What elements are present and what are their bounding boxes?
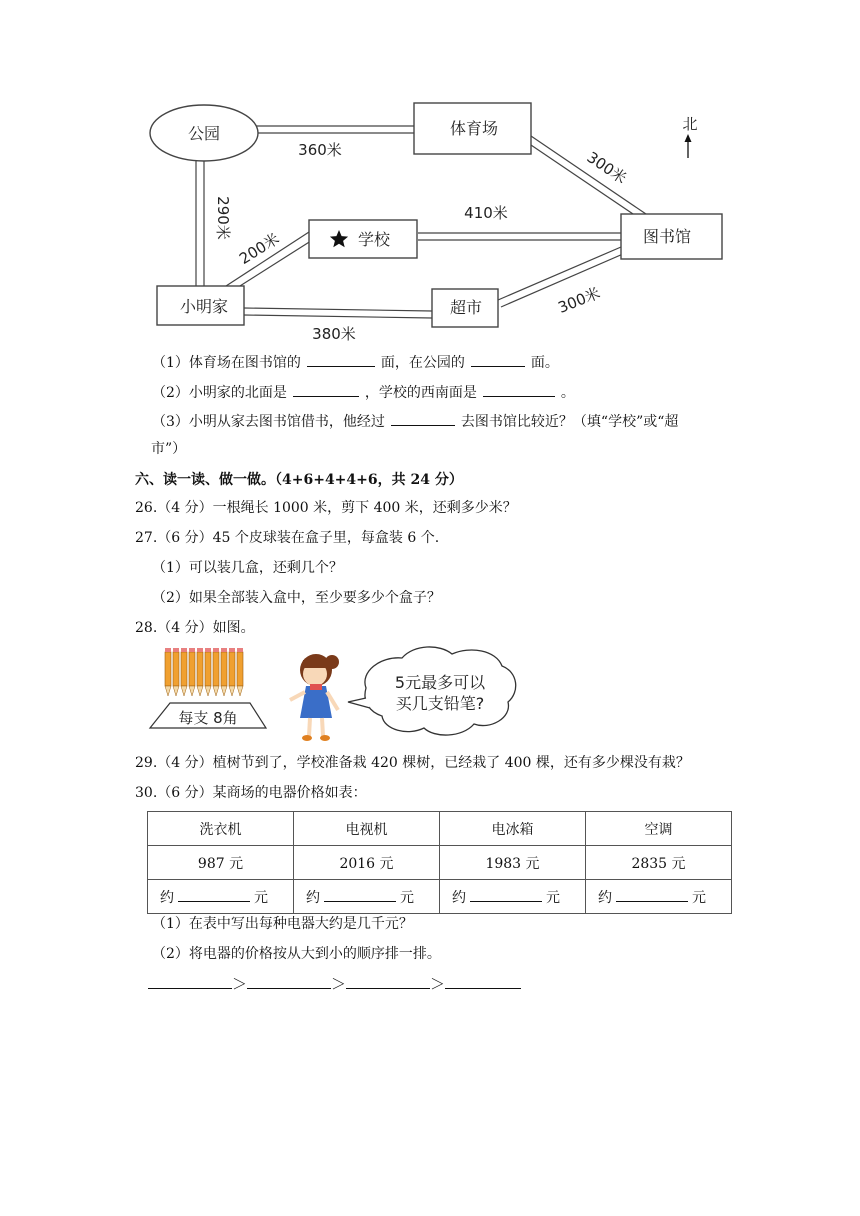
route-map xyxy=(0,0,860,345)
table-row xyxy=(148,880,732,914)
answer-blank[interactable] xyxy=(470,887,542,902)
distance-school-library: 410米 xyxy=(464,204,508,222)
price-tag-label: 每支 8角 xyxy=(178,709,238,727)
q25-s1-a: （1）体育场在图书馆的 xyxy=(152,355,301,371)
q28-illustration xyxy=(140,642,530,746)
q25-s2-c: 。 xyxy=(560,385,575,401)
price-tv: 2016 元 xyxy=(294,846,440,880)
gt-sign: ＞ xyxy=(430,975,446,993)
distance-park-home: 290米 xyxy=(214,196,232,240)
answer-blank[interactable] xyxy=(483,382,555,397)
gt-sign: ＞ xyxy=(232,975,248,993)
gt-sign: ＞ xyxy=(331,975,347,993)
q27-text: 27.（6 分）45 个皮球装在盒子里，每盒装 6 个. xyxy=(135,530,440,546)
q25-s3-a: （3）小明从家去图书馆借书，他经过 xyxy=(152,414,385,430)
q26-text: 26.（4 分）一根绳长 1000 米，剪下 400 米，还剩多少米？ xyxy=(135,500,517,516)
girl-icon xyxy=(290,654,339,741)
price-table xyxy=(147,811,732,914)
home-label: 小明家 xyxy=(179,297,229,316)
distance-home-school: 200米 xyxy=(236,229,283,268)
price-washer: 987 元 xyxy=(148,846,294,880)
q25-s3-b: 去图书馆比较近？（填“学校”或“超 xyxy=(460,414,679,430)
table-row xyxy=(148,812,732,846)
distance-home-supermarket: 380米 xyxy=(312,325,356,343)
q30-text: 30.（6 分）某商场的电器价格如表： xyxy=(135,785,367,801)
distance-supermarket-library: 300米 xyxy=(555,283,603,317)
distance-stadium-library: 300米 xyxy=(583,148,630,188)
approx-cell: 约 元 xyxy=(294,880,440,914)
price-fridge: 1983 元 xyxy=(440,846,586,880)
north-label: 北 xyxy=(682,115,698,133)
answer-blank[interactable] xyxy=(247,972,331,989)
approx-cell: 约 元 xyxy=(440,880,586,914)
q25-s2-b: ，学校的西南面是 xyxy=(364,385,477,401)
header-tv: 电视机 xyxy=(294,812,440,846)
q27-sub1: （1）可以装几盒，还剩几个？ xyxy=(152,560,343,576)
bubble-line-1: 5元最多可以 xyxy=(394,673,486,692)
answer-blank[interactable] xyxy=(391,411,455,426)
answer-blank[interactable] xyxy=(293,382,359,397)
answer-blank[interactable] xyxy=(616,887,688,902)
library-label: 图书馆 xyxy=(642,227,692,246)
q29-text: 29.（4 分）植树节到了，学校准备栽 420 棵树，已经栽了 400 棵，还有多少棵没有栽？ xyxy=(135,755,690,771)
ordering-answer-line xyxy=(148,972,521,994)
answer-blank[interactable] xyxy=(307,352,375,367)
pencils-icon xyxy=(165,648,243,696)
section-6-title: 六、读一读、做一做。（4+6+4+4+6，共 24 分） xyxy=(135,472,463,488)
q25-s1-b: 面，在公园的 xyxy=(380,355,465,371)
answer-blank[interactable] xyxy=(324,887,396,902)
answer-blank[interactable] xyxy=(471,352,525,367)
q30-sub1: （1）在表中写出每种电器大约是几千元？ xyxy=(152,916,413,932)
q25-sub3-cont: 市”） xyxy=(151,441,187,457)
answer-blank[interactable] xyxy=(148,972,232,989)
table-row xyxy=(148,846,732,880)
approx-cell: 约 元 xyxy=(148,880,294,914)
q25-s1-c: 面。 xyxy=(530,355,559,371)
answer-blank[interactable] xyxy=(346,972,430,989)
q25-s2-a: （2）小明家的北面是 xyxy=(152,385,287,401)
q25-sub2 xyxy=(152,382,575,403)
q28-text: 28.（4 分）如图。 xyxy=(135,620,255,636)
header-washer: 洗衣机 xyxy=(148,812,294,846)
header-ac: 空调 xyxy=(586,812,732,846)
price-ac: 2835 元 xyxy=(586,846,732,880)
approx-cell: 约 元 xyxy=(586,880,732,914)
q25-sub1 xyxy=(152,352,559,373)
stadium-label: 体育场 xyxy=(449,119,499,138)
school-label: 学校 xyxy=(357,230,391,249)
q25-sub3 xyxy=(152,411,678,432)
distance-park-stadium: 360米 xyxy=(298,141,342,159)
answer-blank[interactable] xyxy=(178,887,250,902)
answer-blank[interactable] xyxy=(445,972,521,989)
q27-sub2: （2）如果全部装入盒中，至少要多少个盒子？ xyxy=(152,590,441,606)
bubble-line-2: 买几支铅笔? xyxy=(395,694,485,713)
q30-sub2: （2）将电器的价格按从大到小的顺序排一排。 xyxy=(152,946,441,962)
supermarket-label: 超市 xyxy=(449,298,483,317)
header-fridge: 电冰箱 xyxy=(440,812,586,846)
park-label: 公园 xyxy=(187,124,221,143)
